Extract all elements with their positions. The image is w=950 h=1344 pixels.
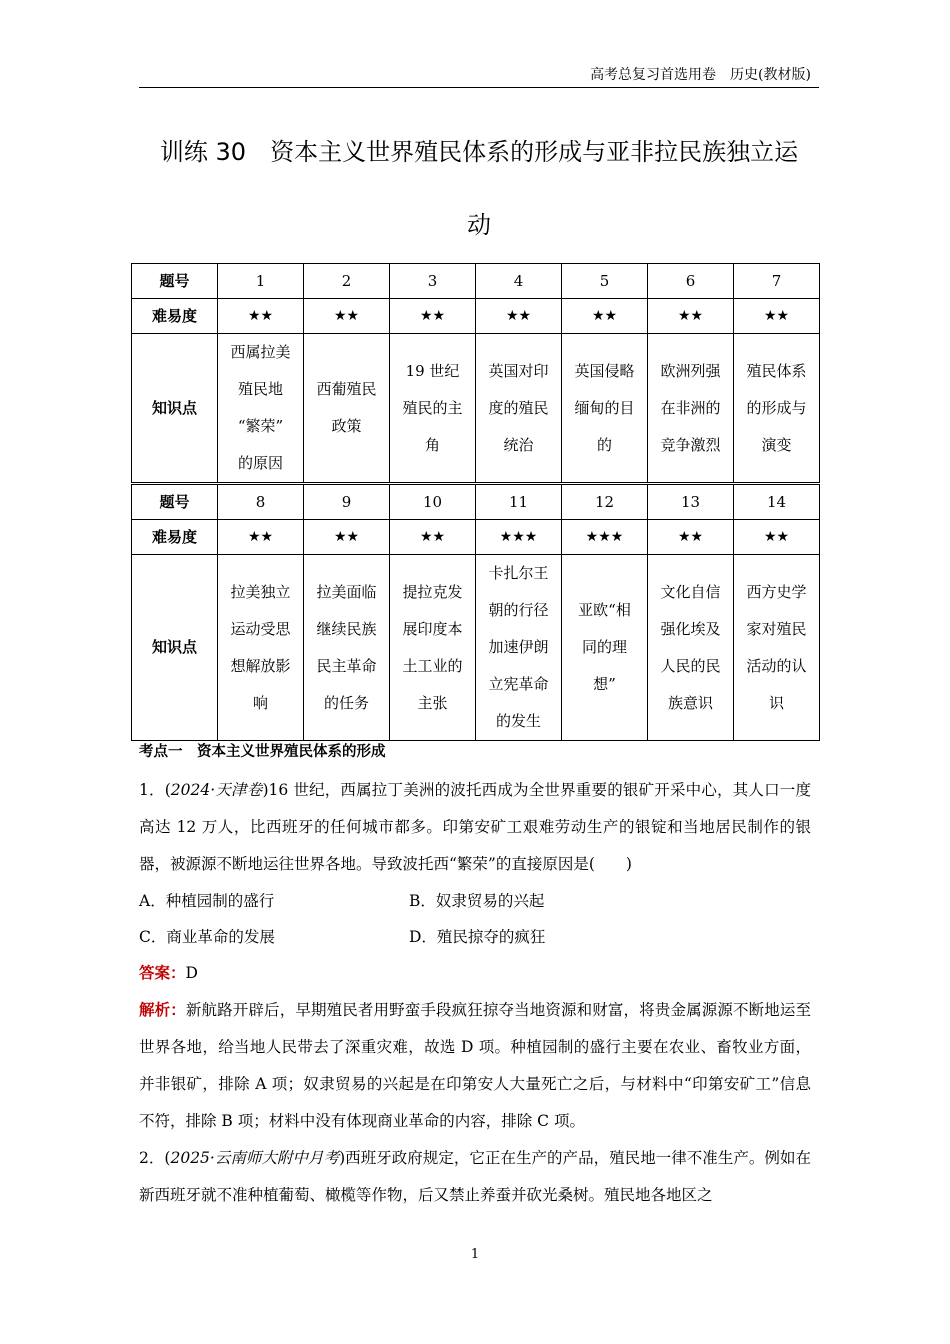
page-title-line-1: 训练 30 资本主义世界殖民体系的形成与亚非拉民族独立运 (159, 138, 799, 166)
knowledge-line: 的任务 (323, 693, 369, 712)
question-1-answer (139, 955, 811, 992)
difficulty-stars: ★★ (390, 520, 476, 555)
knowledge-line: 想” (593, 675, 616, 693)
answer-value: D (185, 964, 198, 982)
knowledge-line: 土工业的 (402, 656, 463, 675)
question-prefix: 2．( (139, 1149, 171, 1167)
difficulty-stars: ★★★ (562, 520, 648, 555)
knowledge-line: 人民的民 (660, 656, 721, 675)
knowledge-cell (390, 334, 476, 484)
knowledge-line: 政策 (331, 417, 362, 435)
knowledge-line: 英国侵略 (574, 361, 635, 380)
knowledge-line: 殖民地 (237, 380, 283, 398)
knowledge-line: 强化埃及 (660, 619, 721, 638)
knowledge-line: 族意识 (667, 693, 713, 712)
table-row-number-2 (132, 484, 820, 520)
question-number: 14 (734, 484, 820, 520)
knowledge-cell (304, 555, 390, 741)
question-number: 8 (218, 484, 304, 520)
difficulty-stars: ★★ (648, 520, 734, 555)
question-number: 10 (390, 484, 476, 520)
knowledge-line: 演变 (761, 435, 792, 454)
knowledge-line: 的形成与 (746, 398, 807, 417)
question-number: 1 (218, 264, 304, 299)
difficulty-stars: ★★ (734, 520, 820, 555)
question-number: 12 (562, 484, 648, 520)
question-1-options-row-2 (139, 919, 811, 955)
difficulty-stars: ★★ (304, 299, 390, 334)
knowledge-cell (218, 334, 304, 484)
question-number: 3 (390, 264, 476, 299)
knowledge-line: 在非洲的 (660, 398, 721, 417)
knowledge-line: 西属拉美 (230, 343, 291, 361)
question-number: 2 (304, 264, 390, 299)
knowledge-line: 民主革命 (316, 656, 377, 675)
question-source: 2025·云南师大附中月考 (170, 1149, 340, 1167)
knowledge-line: 殖民体系 (746, 361, 807, 380)
knowledge-cell (734, 555, 820, 741)
knowledge-line: 英国对印 (488, 361, 549, 380)
knowledge-cell (648, 334, 734, 484)
knowledge-line: 的原因 (237, 454, 283, 472)
knowledge-line: 继续民族 (316, 619, 377, 638)
difficulty-stars: ★★ (304, 520, 390, 555)
knowledge-line: 缅甸的目 (574, 398, 635, 417)
knowledge-line: 运动受思 (230, 619, 291, 638)
knowledge-line: 加速伊朗 (488, 638, 549, 656)
knowledge-cell (218, 555, 304, 741)
question-text: )16 世纪，西属拉丁美洲的波托西成为全世界重要的银矿开采中心，其人口一度高达 12 万人，比西班牙的任何城市都多。印第安矿工艰难劳动生产的银锭和当地居民制作的银器，被源源不断地运往世界各地。导致波托西“繁荣”的直接原因是( ) (139, 781, 811, 873)
section-heading: 考点一 资本主义世界殖民体系的形成 (139, 744, 386, 760)
difficulty-stars: ★★ (390, 299, 476, 334)
row-label-knowledge: 知识点 (132, 555, 218, 741)
difficulty-stars: ★★ (218, 520, 304, 555)
knowledge-line: 拉美面临 (316, 582, 377, 601)
question-prefix: 1．( (139, 781, 171, 799)
table-row-knowledge-1 (132, 334, 820, 484)
knowledge-line: 统治 (503, 435, 534, 454)
question-1-stem (139, 772, 811, 883)
page-number: 1 (470, 1247, 480, 1262)
table-row-difficulty-1 (132, 299, 820, 334)
question-1-options-row-1 (139, 883, 811, 919)
question-number: 5 (562, 264, 648, 299)
table-row-knowledge-2 (132, 555, 820, 741)
answer-label: 答案： (139, 964, 186, 982)
option-a: A．种植园制的盛行 (139, 892, 275, 910)
knowledge-line: 立宪革命 (488, 675, 549, 693)
exercise-body (139, 740, 811, 1214)
row-label-difficulty: 难易度 (132, 520, 218, 555)
difficulty-stars: ★★ (648, 299, 734, 334)
knowledge-line: 的 (596, 435, 612, 454)
header-divider (139, 87, 819, 88)
difficulty-stars: ★★ (476, 299, 562, 334)
knowledge-line: 卡扎尔王 (488, 564, 549, 582)
knowledge-line: 家对殖民 (746, 619, 807, 638)
knowledge-cell (648, 555, 734, 741)
knowledge-cell (562, 555, 648, 741)
knowledge-line: 提拉克发 (402, 582, 463, 601)
difficulty-stars: ★★★ (476, 520, 562, 555)
question-number: 7 (734, 264, 820, 299)
question-number: 4 (476, 264, 562, 299)
question-text: )西班牙政府规定，它正在生产的产品，殖民地一律不准生产。例如在新西班牙就不准种植葡萄、橄榄等作物，后又禁止养蚕并砍光桑树。殖民地各地区之 (139, 1149, 811, 1204)
question-number: 9 (304, 484, 390, 520)
knowledge-cell (476, 555, 562, 741)
knowledge-line: 西方史学 (746, 582, 807, 601)
question-number: 6 (648, 264, 734, 299)
difficulty-stars: ★★ (734, 299, 820, 334)
row-label-number: 题号 (132, 484, 218, 520)
row-label-knowledge: 知识点 (132, 334, 218, 484)
analysis-text: 新航路开辟后，早期殖民者用野蛮手段疯狂掠夺当地资源和财富，将贵金属源源不断地运至世界各地，给当地人民带去了深重灾难，故选 D 项。种植园制的盛行主要在农业、畜牧业方面，并非银矿，排除 A 项；奴隶贸易的兴起是在印第安人大量死亡之后，与材料中“印第安矿工”信息不符，排除 B 项；材料中没有体现商业革命的内容，排除 C 项。 (139, 1001, 811, 1130)
knowledge-line: 的发生 (495, 712, 541, 730)
row-label-number: 题号 (132, 264, 218, 299)
difficulty-table (131, 263, 820, 741)
knowledge-line: 欧洲列强 (660, 361, 721, 380)
knowledge-line: 活动的认 (746, 656, 807, 675)
option-d: D．殖民掠夺的疯狂 (409, 928, 546, 946)
difficulty-stars: ★★ (562, 299, 648, 334)
knowledge-line: 拉美独立 (230, 582, 291, 601)
analysis-label: 解析： (139, 1001, 186, 1019)
knowledge-line: 殖民的主 (402, 398, 463, 417)
question-number: 11 (476, 484, 562, 520)
knowledge-cell (734, 334, 820, 484)
knowledge-line: 想解放影 (230, 656, 291, 675)
knowledge-cell (476, 334, 562, 484)
row-label-difficulty: 难易度 (132, 299, 218, 334)
knowledge-line: 度的殖民 (488, 398, 549, 417)
knowledge-line: 角 (424, 435, 440, 454)
knowledge-cell (562, 334, 648, 484)
knowledge-line: 同的理 (581, 638, 627, 656)
difficulty-stars: ★★ (218, 299, 304, 334)
knowledge-line: 竞争激烈 (660, 435, 721, 454)
question-source: 2024·天津卷 (170, 781, 263, 799)
knowledge-line: 19 世纪 (405, 361, 460, 380)
knowledge-line: 识 (768, 693, 784, 712)
option-b: B．奴隶贸易的兴起 (409, 892, 545, 910)
knowledge-line: 主张 (417, 693, 448, 712)
table-row-number-1 (132, 264, 820, 299)
knowledge-line: 朝的行径 (488, 601, 549, 619)
option-c: C．商业革命的发展 (139, 928, 275, 946)
knowledge-line: 文化自信 (660, 582, 721, 601)
knowledge-line: “繁荣” (237, 417, 284, 435)
knowledge-line: 响 (252, 693, 268, 712)
page-title-line-2: 动 (467, 211, 491, 239)
knowledge-line: 展印度本 (402, 619, 463, 638)
table-row-difficulty-2 (132, 520, 820, 555)
knowledge-cell (304, 334, 390, 484)
knowledge-line: 西葡殖民 (316, 380, 377, 398)
question-1-analysis (139, 992, 811, 1140)
knowledge-cell (390, 555, 476, 741)
knowledge-line: 亚欧“相 (578, 601, 631, 619)
question-number: 13 (648, 484, 734, 520)
running-header: 高考总复习首选用卷 历史(教材版) (590, 67, 811, 83)
question-2-stem (139, 1140, 811, 1214)
